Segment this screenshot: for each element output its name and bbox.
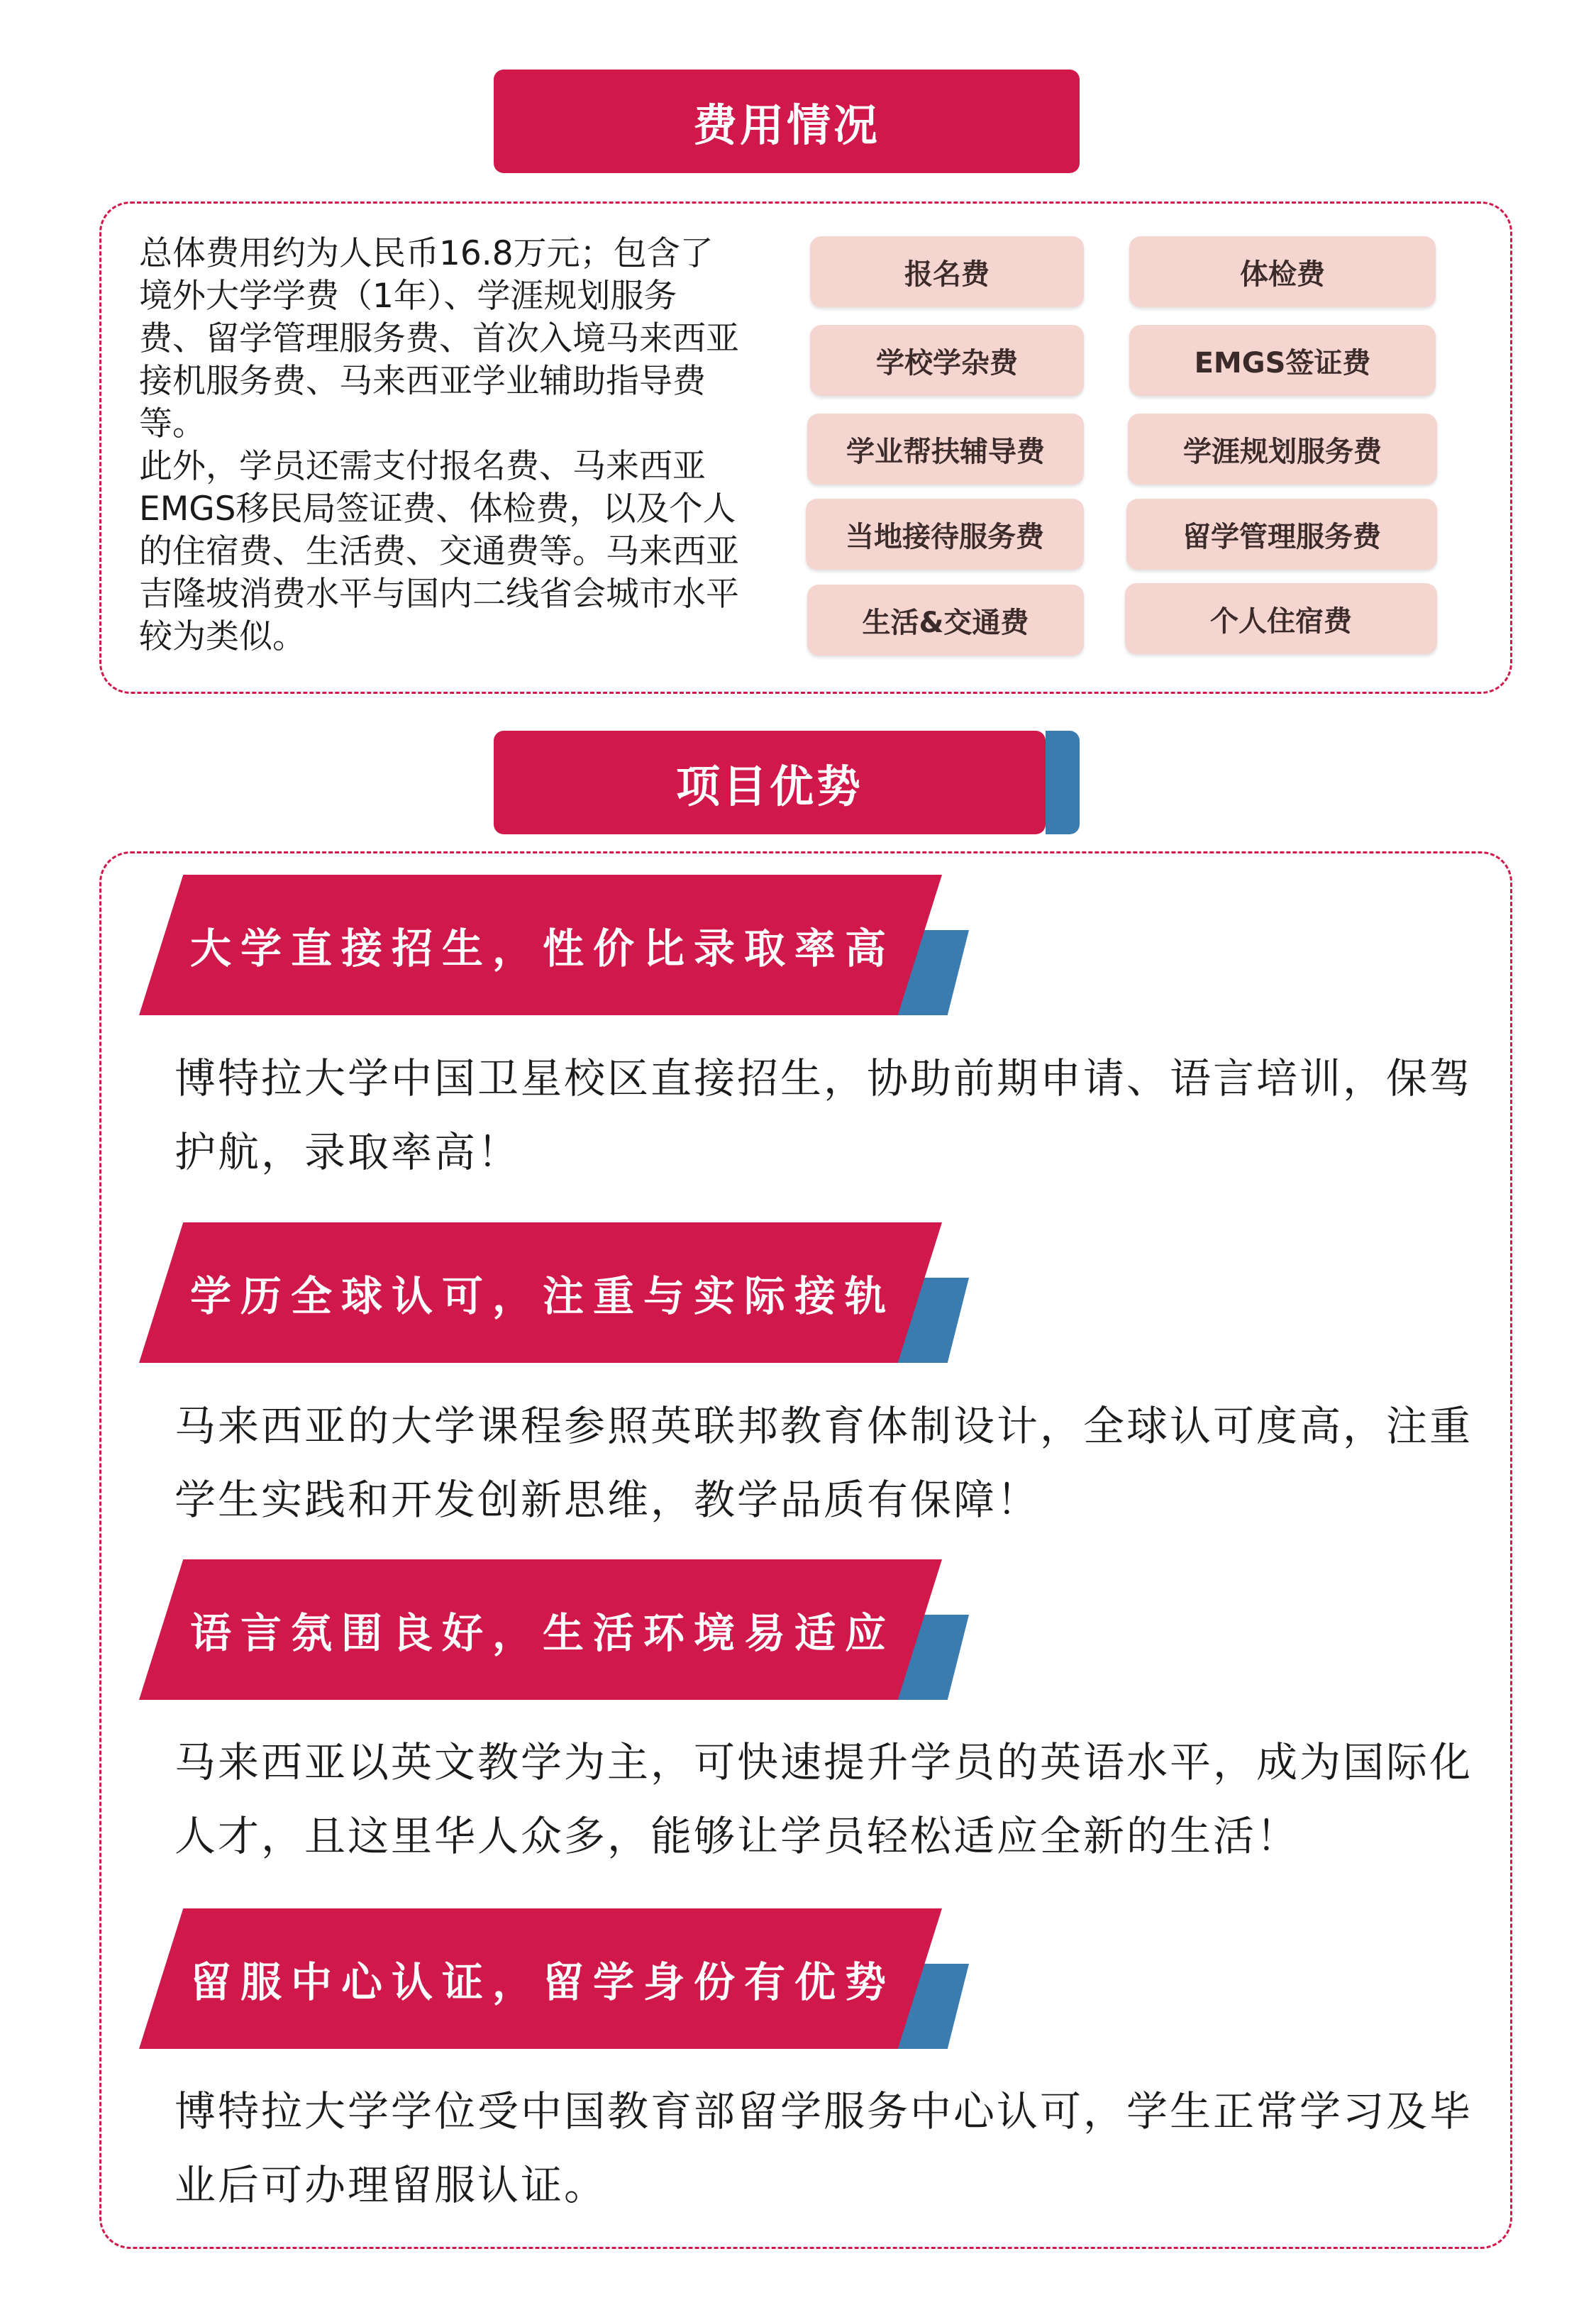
advantage-banner — [139, 1222, 969, 1363]
advantage-title: 留服中心认证，留学身份有优势 — [190, 1958, 896, 2006]
advantages-header-label: 项目优势 — [675, 760, 863, 812]
header-accent-tab — [1046, 731, 1080, 834]
advantages-section-header — [494, 731, 1046, 834]
advantage-text: 马来西亚以英文教学为主，可快速提升学员的英语水平，成为国际化人才，且这里华人众多，能够让学员轻松适应全新的生活！ — [174, 1738, 1473, 1860]
advantage-text: 博特拉大学中国卫星校区直接招生，协助前期申请、语言培训，保驾护航，录取率高！ — [174, 1054, 1473, 1176]
fee-item: 留学管理服务费 — [1126, 499, 1437, 570]
fees-header-label: 费用情况 — [692, 99, 880, 151]
advantage-text: 博特拉大学学位受中国教育部留学服务中心认可，学生正常学习及毕业后可办理留服认证。 — [174, 2087, 1473, 2209]
advantage-banner — [139, 1559, 969, 1700]
fees-paragraph-1: 总体费用约为人民币16.8万元；包含了境外大学学费（1年）、学涯规划服务费、留学管理服务费、首次入境马来西亚接机服务费、马来西亚学业辅助指导费等。 — [139, 234, 739, 443]
fee-item: 学业帮扶辅导费 — [807, 414, 1084, 485]
fee-item: 生活&交通费 — [807, 585, 1084, 656]
fee-item: 报名费 — [810, 236, 1084, 307]
fee-item: 当地接待服务费 — [806, 499, 1084, 570]
advantage-banner — [139, 875, 969, 1015]
fee-item: 体检费 — [1129, 236, 1436, 307]
fee-item: EMGS签证费 — [1129, 325, 1436, 396]
fees-description — [139, 233, 742, 658]
advantage-text: 马来西亚的大学课程参照英联邦教育体制设计，全球认可度高，注重学生实践和开发创新思维，教学品质有保障！ — [174, 1402, 1473, 1524]
advantage-title: 语言氛围良好，生活环境易适应 — [190, 1609, 896, 1657]
fee-item: 学涯规划服务费 — [1128, 414, 1437, 485]
fee-item: 学校学杂费 — [810, 325, 1084, 396]
advantage-title: 大学直接招生，性价比录取率高 — [190, 924, 896, 973]
fees-section-header — [494, 70, 1080, 173]
fees-paragraph-2: 此外，学员还需支付报名费、马来西亚EMGS移民局签证费、体检费，以及个人的住宿费、生活费、交通费等。马来西亚吉隆坡消费水平与国内二线省会城市水平较为类似。 — [139, 447, 739, 656]
advantage-title: 学历全球认可，注重与实际接轨 — [190, 1272, 896, 1320]
advantage-banner — [139, 1908, 969, 2049]
fee-item: 个人住宿费 — [1125, 583, 1437, 654]
